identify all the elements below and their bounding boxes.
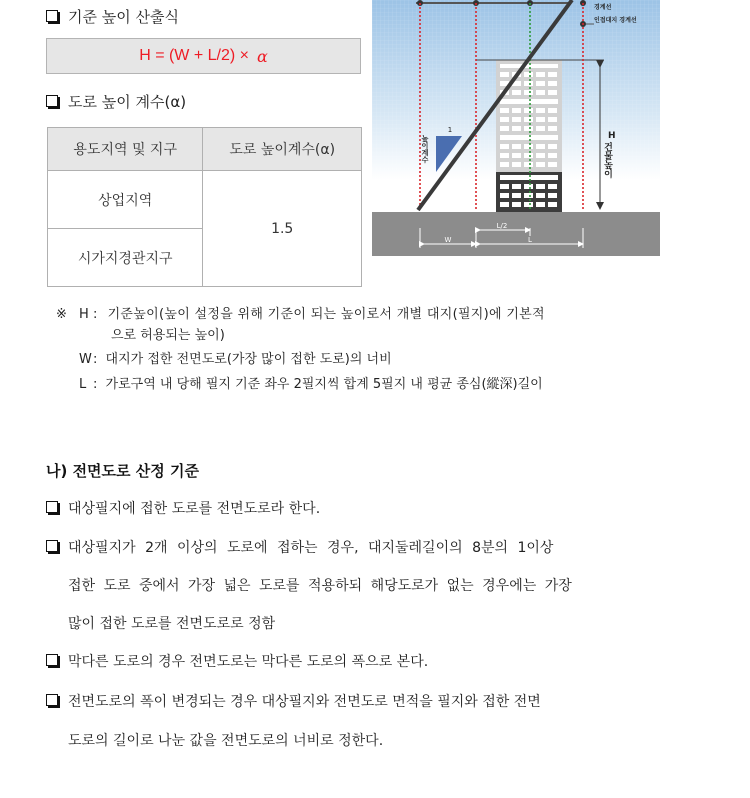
note-sep: : <box>93 307 98 322</box>
table-row <box>48 171 362 229</box>
table-header-zone: 용도지역 및 지구 <box>48 128 203 171</box>
ground <box>372 212 660 256</box>
formula-box <box>46 38 361 74</box>
note-sep: : <box>93 352 98 367</box>
list-item <box>46 651 428 671</box>
checkbox-bullet-icon <box>46 501 58 513</box>
list-item-continued: 도로의 길이로 나눈 값을 전면도로의 너비로 정한다. <box>68 733 384 749</box>
half-l-label: L/2 <box>496 222 508 230</box>
height-diagram <box>372 0 660 256</box>
list-item <box>46 691 541 711</box>
slope-rise-label: 1 <box>447 126 453 134</box>
note-h <box>56 305 545 325</box>
list-item-text: 대상필지에 접한 도로를 전면도로라 한다. <box>68 501 321 517</box>
table-cell-coef: 1.5 <box>203 171 362 287</box>
table-header-coef: 도로 높이계수(α) <box>203 128 362 171</box>
checkbox-bullet-icon <box>46 10 58 22</box>
list-item <box>46 498 320 518</box>
note-l-text: 가로구역 내 당해 필지 기준 좌우 2필지씩 합계 5필지 내 평균 종심(縱深)길이 <box>105 377 543 392</box>
height-symbol: H <box>608 131 616 141</box>
list-item-continued: 접한 도로 중에서 가장 넓은 도로를 적용하되 해당도로가 없는 경우에는 가장 <box>68 578 572 594</box>
table-cell-zone: 상업지역 <box>48 171 203 229</box>
coef-heading <box>46 91 186 112</box>
table-cell-zone: 시가지경관지구 <box>48 229 203 287</box>
section-title: 나) 전면도로 산정 기준 <box>46 462 199 480</box>
list-item-text: 전면도로의 폭이 변경되는 경우 대상필지와 전면도로 면적을 필지와 접한 전면 <box>68 694 541 710</box>
coef-heading-text: 도로 높이 계수(α) <box>68 93 187 111</box>
note-w <box>79 350 392 370</box>
formula-heading-text: 기준 높이 산출식 <box>68 8 179 26</box>
coef-table <box>47 127 362 287</box>
note-w-key: W <box>79 352 92 367</box>
list-item-text: 대상필지가 2개 이상의 도로에 접하는 경우, 대지둘레길이의 8분의 1이상 <box>68 540 554 556</box>
formula-text: H = (W + L/2) × <box>139 47 249 64</box>
note-h-continued: 으로 허용되는 높이) <box>111 328 225 343</box>
note-l <box>79 375 543 395</box>
formula-heading <box>46 6 179 27</box>
table-header-row <box>48 128 362 171</box>
adjacent-boundary-label: 인접대지 경계선 <box>594 17 637 24</box>
note-l-key: L <box>79 377 87 392</box>
note-mark: ※ <box>56 307 67 322</box>
checkbox-bullet-icon <box>46 95 58 107</box>
note-h-key: H <box>79 307 89 322</box>
w-label: W <box>444 236 452 244</box>
note-w-text: 대지가 접한 전면도로(가장 많이 접한 도로)의 너비 <box>105 352 392 367</box>
note-sep: : <box>93 377 98 392</box>
checkbox-bullet-icon <box>46 540 58 552</box>
list-item-continued: 많이 접한 도로를 전면도로로 정함 <box>68 616 276 632</box>
checkbox-bullet-icon <box>46 694 58 706</box>
l-label: L <box>528 236 532 244</box>
building-height-label: 건물높이 <box>602 142 612 178</box>
formula-alpha: α <box>257 46 268 66</box>
list-item <box>46 537 666 557</box>
boundary-label: 경계선 <box>594 4 612 11</box>
note-h-text: 기준높이(높이 설정을 위해 기준이 되는 높이로서 개별 대지(필지)에 기본적 <box>107 307 545 322</box>
slope-label: 높이계수 <box>421 135 429 163</box>
list-item-text: 막다른 도로의 경우 전면도로는 막다른 도로의 폭으로 본다. <box>68 654 429 670</box>
checkbox-bullet-icon <box>46 654 58 666</box>
